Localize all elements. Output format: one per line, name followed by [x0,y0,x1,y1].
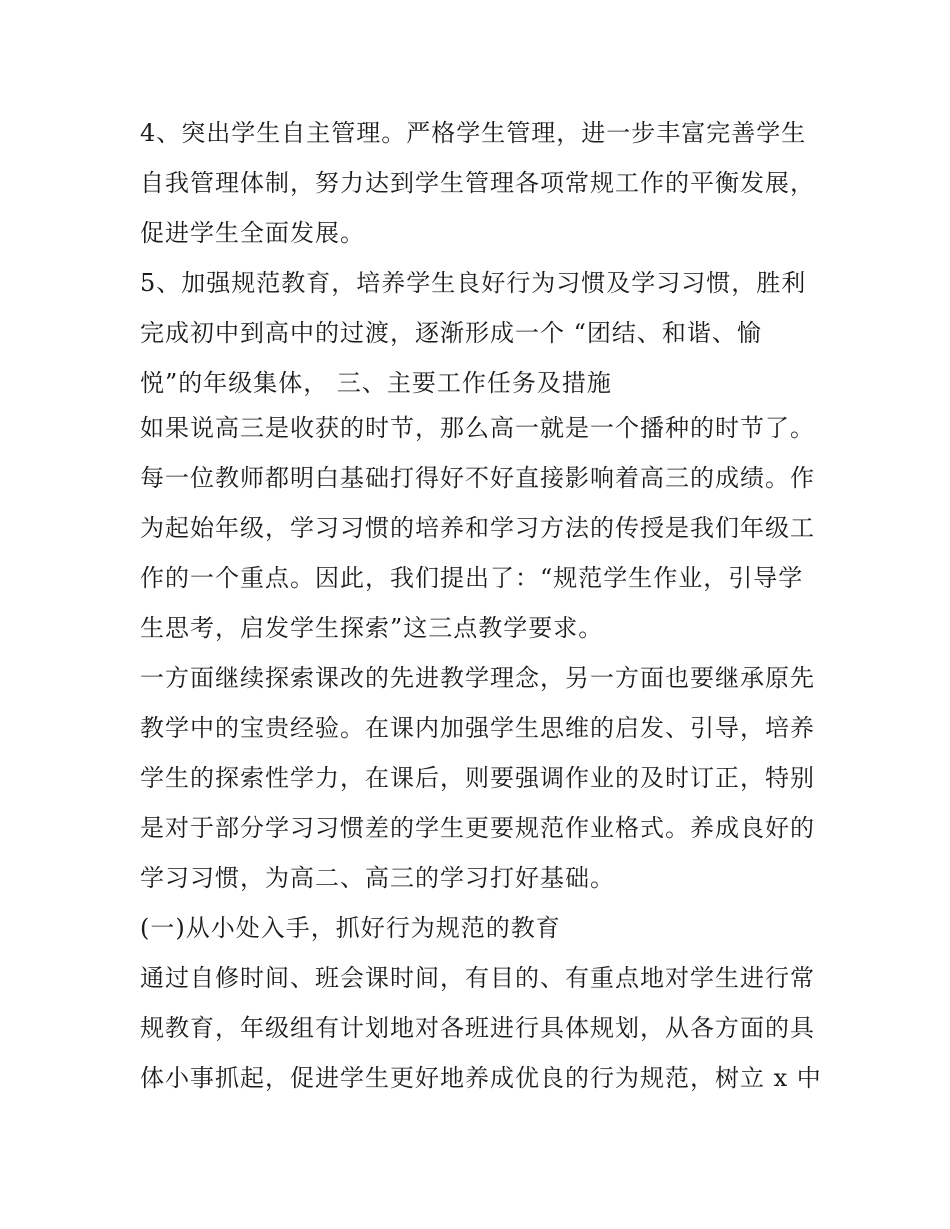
text-line: 教学中的宝贵经验。在课内加强学生思维的启发、引导，培养 [140,714,815,742]
text-line: 如果说高三是收获的时节，那么高一就是一个播种的时节了。 [140,414,815,442]
text-line: 学生的探索性学力，在课后，则要强调作业的及时订正，特别 [140,764,815,792]
text-line: 完成初中到高中的过渡，逐渐形成一个 “团结、和谐、愉 [140,319,762,347]
text-line: 学习习惯，为高二、高三的学习打好基础。 [140,864,615,892]
text-line: 悦”的年级集体， 三、主要工作任务及措施 [140,369,612,397]
text-line: (一)从小处入手，抓好行为规范的教育 [140,914,561,942]
text-line: 促进学生全面发展。 [140,219,365,247]
text-line: 每一位教师都明白基础打得好不好直接影响着高三的成绩。作 [140,464,815,492]
text-line: 是对于部分学习习惯差的学生更要规范作业格式。养成良好的 [140,814,815,842]
text-line: 体小事抓起，促进学生更好地养成优良的行为规范，树立 x 中 [140,1064,822,1092]
text-line: 4、突出学生自主管理。严格学生管理，进一步丰富完善学生 [140,119,807,147]
text-line: 生思考，启发学生探索”这三点教学要求。 [140,614,604,642]
text-line: 通过自修时间、班会课时间，有目的、有重点地对学生进行常 [140,964,815,992]
text-line: 为起始年级，学习习惯的培养和学习方法的传授是我们年级工 [140,514,815,542]
text-line: 一方面继续探索课改的先进教学理念，另一方面也要继承原先 [140,664,815,692]
text-line: 自我管理体制，努力达到学生管理各项常规工作的平衡发展， [140,169,815,197]
text-line: 作的一个重点。因此，我们提出了：“规范学生作业，引导学 [140,564,804,592]
text-line: 5、加强规范教育，培养学生良好行为习惯及学习习惯，胜利 [140,269,807,297]
text-line: 规教育，年级组有计划地对各班进行具体规划，从各方面的具 [140,1014,815,1042]
document-body [140,108,820,1103]
